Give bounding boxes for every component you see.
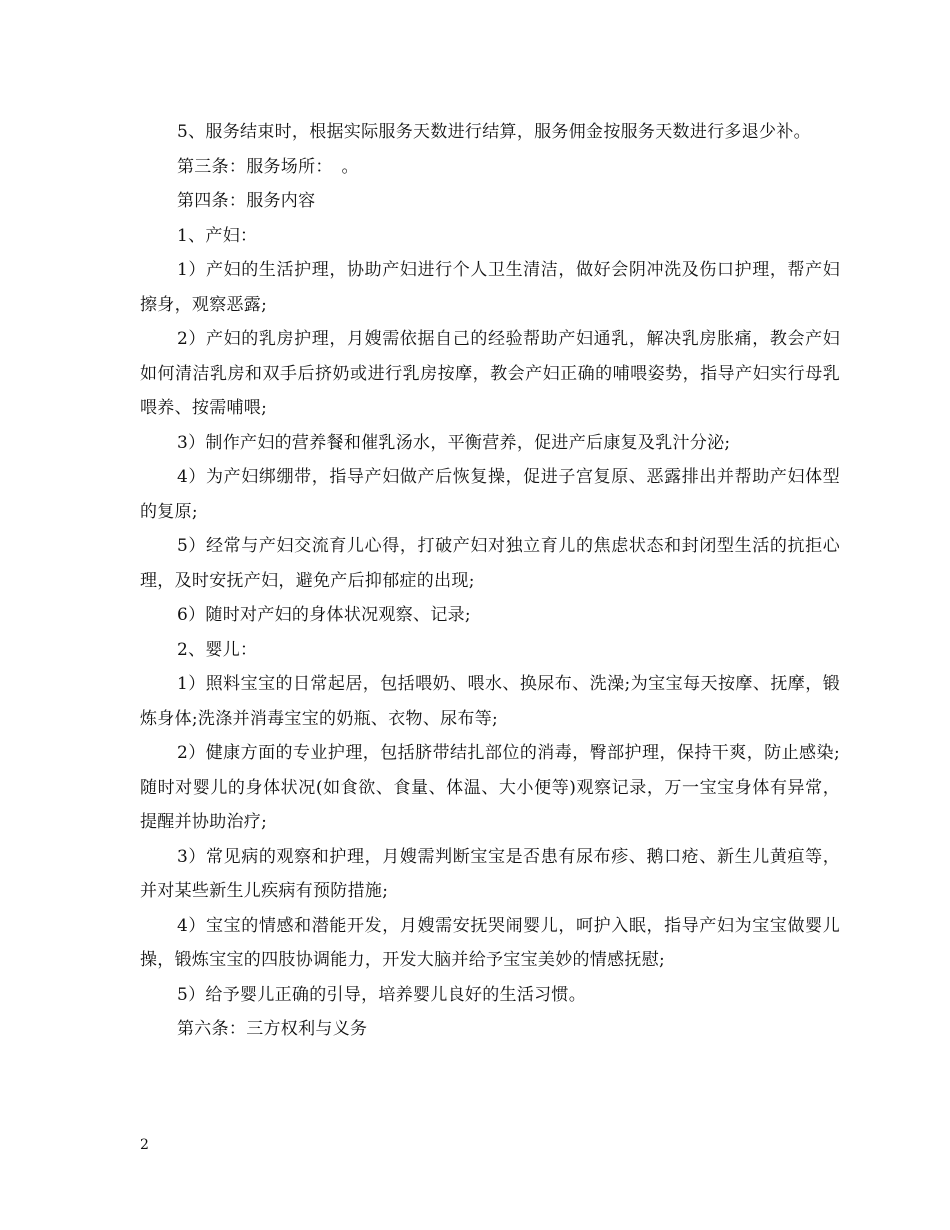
paragraph-baby-item-1: 1）照料宝宝的日常起居，包括喂奶、喂水、换尿布、洗澡;为宝宝每天按摩、抚摩，锻炼身体;洗涤并消毒宝宝的奶瓶、衣物、尿布等; bbox=[140, 674, 840, 729]
paragraph-mother-item-4: 4）为产妇绑绷带，指导产妇做产后恢复操，促进子宫复原、恶露排出并帮助产妇体型的复原; bbox=[140, 467, 840, 522]
paragraph-mother-item-1: 1）产妇的生活护理，协助产妇进行个人卫生清洁，做好会阴冲洗及伤口护理，帮产妇擦身，观察恶露; bbox=[140, 260, 840, 315]
paragraph-mother-item-2: 2）产妇的乳房护理，月嫂需依据自己的经验帮助产妇通乳，解决乳房胀痛，教会产妇如何清洁乳房和双手后挤奶或进行乳房按摩，教会产妇正确的哺喂姿势，指导产妇实行母乳喂养、按需哺喂; bbox=[140, 329, 840, 418]
paragraph-baby-item-5: 5）给予婴儿正确的引导，培养婴儿良好的生活习惯。 bbox=[177, 984, 587, 1005]
page-number: 2 bbox=[140, 1137, 149, 1153]
paragraph-mother-item-6: 6）随时对产妇的身体状况观察、记录; bbox=[177, 605, 471, 625]
document-body bbox=[140, 115, 840, 1047]
paragraph-article-3-service-location: 第三条：服务场所： 。 bbox=[177, 156, 359, 177]
paragraph-baby-heading: 2、婴儿： bbox=[177, 639, 258, 660]
paragraph-baby-item-2: 2）健康方面的专业护理，包括脐带结扎部位的消毒，臀部护理，保持干爽，防止感染;随时对婴儿的身体状况(如食欲、食量、体温、大小便等)观察记录，万一宝宝身体有异常，提醒并协助治疗; bbox=[140, 743, 840, 832]
paragraph-baby-item-3: 3）常见病的观察和护理，月嫂需判断宝宝是否患有尿布疹、鹅口疮、新生儿黄疸等，并对某些新生儿疾病有预防措施; bbox=[140, 846, 840, 901]
paragraph-settlement: 5、服务结束时，根据实际服务天数进行结算，服务佣金按服务天数进行多退少补。 bbox=[177, 122, 811, 142]
paragraph-mother-item-3: 3）制作产妇的营养餐和催乳汤水，平衡营养，促进产后康复及乳汁分泌; bbox=[177, 432, 731, 453]
paragraph-baby-item-4: 4）宝宝的情感和潜能开发，月嫂需安抚哭闹婴儿，呵护入眠，指导产妇为宝宝做婴儿操，锻炼宝宝的四肢协调能力，开发大脑并给予宝宝美妙的情感抚慰; bbox=[140, 915, 840, 970]
paragraph-mother-item-5: 5）经常与产妇交流育儿心得，打破产妇对独立育儿的焦虑状态和封闭型生活的抗拒心理，及时安抚产妇，避免产后抑郁症的出现; bbox=[140, 536, 840, 591]
paragraph-article-6-heading: 第六条：三方权利与义务 bbox=[177, 1019, 368, 1039]
paragraph-article-4-heading: 第四条：服务内容 bbox=[177, 191, 316, 211]
paragraph-mother-heading: 1、产妇： bbox=[177, 225, 258, 246]
